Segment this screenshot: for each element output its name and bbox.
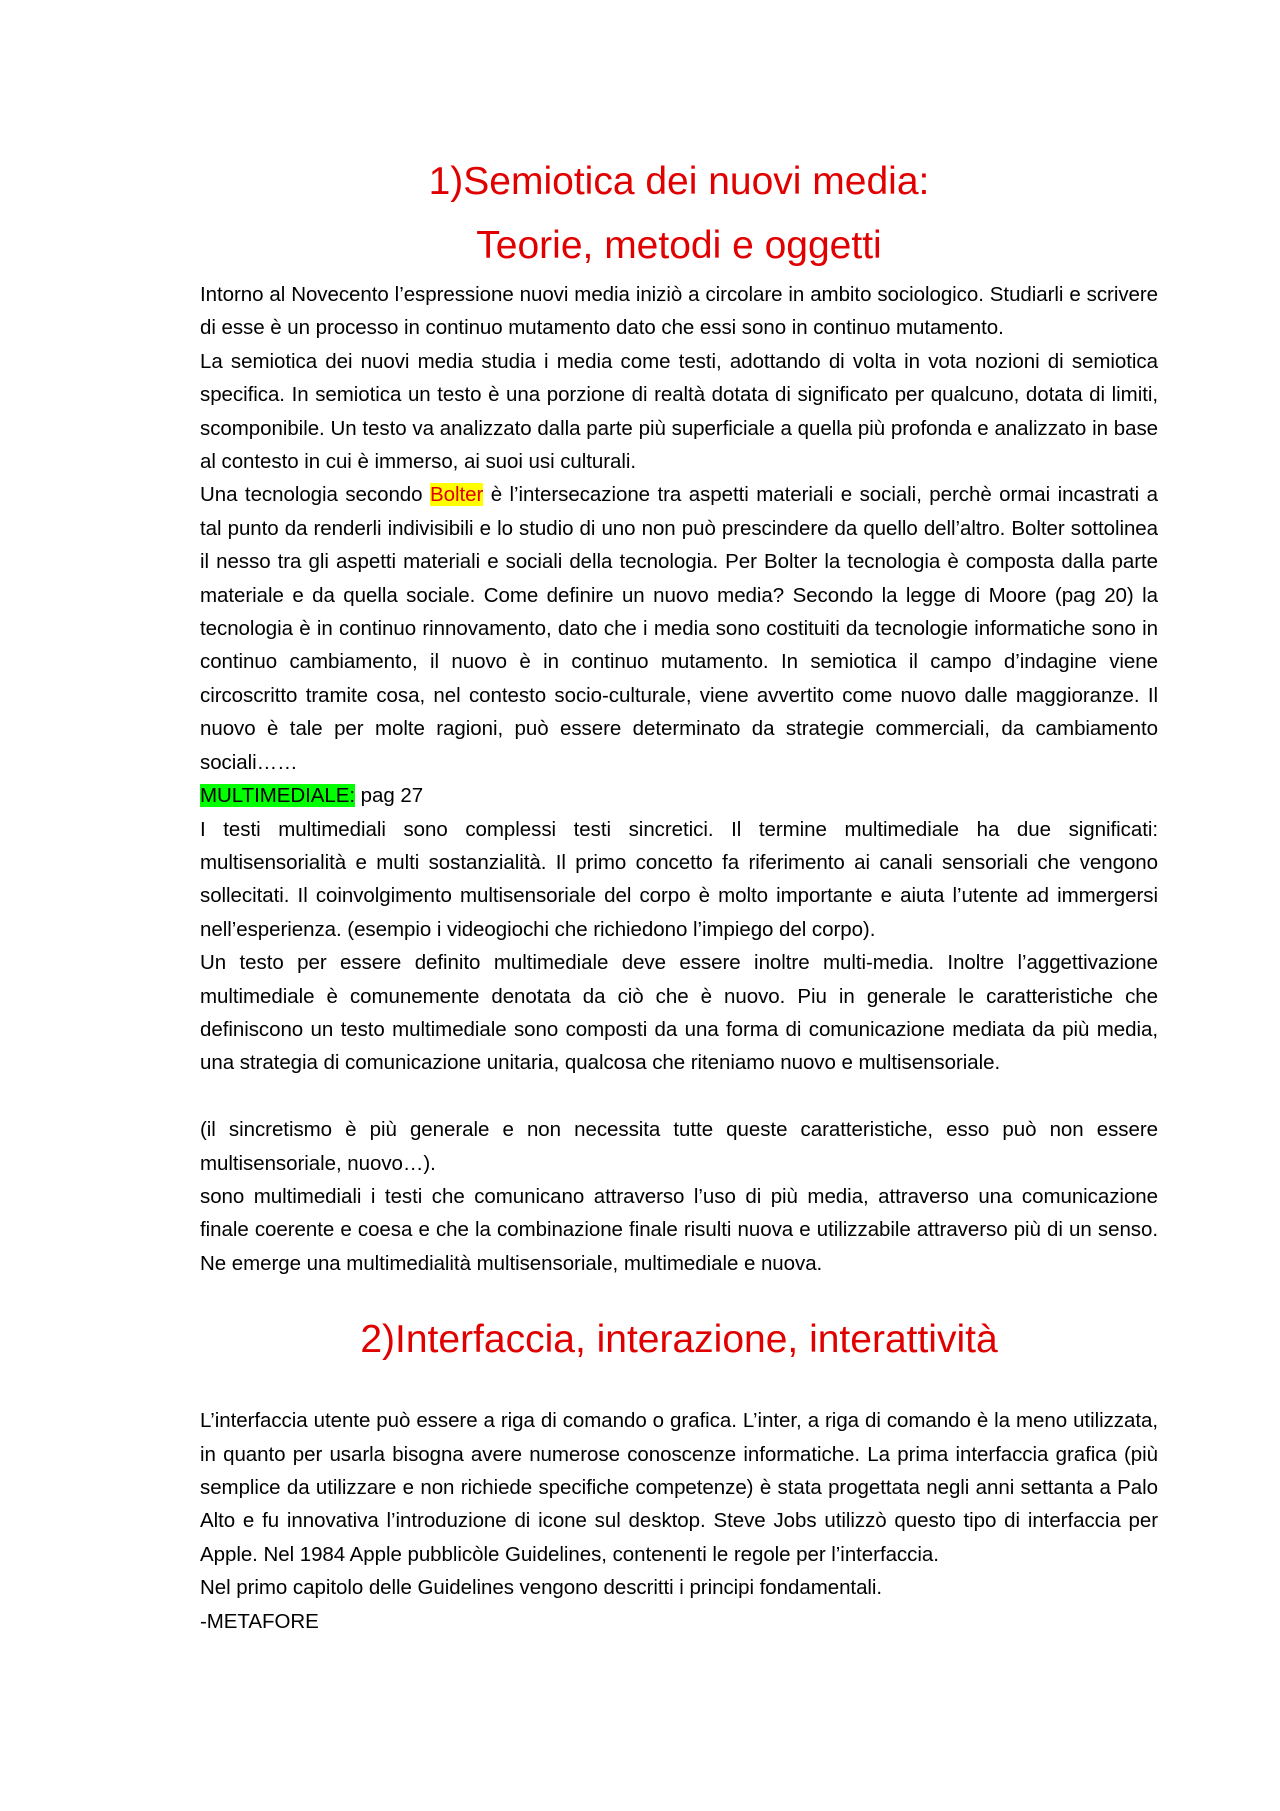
paragraph-bolter-tecnologia — [200, 478, 1158, 779]
blank-line — [200, 1080, 1158, 1113]
paragraph-nuovi-media-intro: Intorno al Novecento l’espressione nuovi media iniziò a circolare in ambito sociologico. Studiarli e scrivere di esse è un processo in continuo mutamento dato che essi sono in continuo mutamento. — [200, 283, 1158, 340]
paragraph-testi-multimediali: I testi multimediali sono complessi testi sincretici. Il termine multimediale ha due significati: multisensorialità e multi sostanzialità. Il primo concetto fa riferimento ai canali sensoriali che vengono sollecitati. Il coinvolgimento multisensoriale del corpo è molto importante e aiuta l’utente ad immergersi nell’esperienza. (esempio i videogiochi che richiedono l’impiego del corpo). — [200, 817, 1158, 941]
paragraph-interfaccia-utente: L’interfaccia utente può essere a riga di comando o grafica. L’inter, a riga di comando è la meno utilizzata, in quanto per usarla bisogna avere numerose conoscenze informatiche. La prima interfaccia grafica (più semplice da utilizzare e non richiede specifiche competenze) è stata progettata negli anni settanta a Palo Alto e fu innovativa l’introduzione di icone sul desktop. Steve Jobs utilizzò questo tipo di interfaccia per Apple. Nel 1984 Apple pubblicòle Guidelines, contenenti le regole per l’interfaccia. — [200, 1409, 1158, 1566]
highlight-bolter: Bolter — [429, 483, 484, 507]
highlight-multimediale: MULTIMEDIALE: — [200, 784, 356, 808]
paragraph-sono-multimediali: sono multimediali i testi che comunicano attraverso l’uso di più media, attraverso una comunicazione finale coerente e coesa e che la combinazione finale risulti nuova e utilizzabile attraverso più di un senso. Ne emerge una multimedialità multisensoriale, multimediale e nuova. — [200, 1184, 1158, 1275]
paragraph-guidelines: Nel primo capitolo delle Guidelines vengono descritti i principi fondamentali. — [200, 1576, 883, 1600]
paragraph-multi-media: Un testo per essere definito multimediale deve essere inoltre multi-media. Inoltre l’aggettivazione multimediale è comunemente denotata da ciò che è nuovo. Piu in generale le caratteristiche che definiscono un testo multimediale sono composti da una forma di comunicazione mediata da più media, una strategia di comunicazione unitaria, qualcosa che riteniamo nuovo e multisensoriale. — [200, 951, 1158, 1075]
paragraph-metafore: -METAFORE — [200, 1609, 319, 1633]
paragraph-bolter-text-before: Una tecnologia secondo — [200, 483, 430, 507]
multimediale-heading — [200, 779, 1158, 812]
document-body — [200, 150, 1158, 1638]
section-2-title: 2)Interfaccia, interazione, interattività — [360, 1318, 998, 1362]
section-1-title-line-2: Teorie, metodi e oggetti — [476, 224, 882, 267]
paragraph-bolter-text-after: è l’intersecazione tra aspetti materiali e sociali, perchè ormai incastrati a tal punto da renderli indivisibili e lo studio di uno non può prescindere da quello dell’altro. Bolter sottolinea il nesso tra gli aspetti materiali e sociali della tecnologia. Per Bolter la tecnologia è composta dalla parte materiale e da quella sociale. Come definire un nuovo media? Secondo la legge di Moore (pag 20) la tecnologia è in continuo rinnovamento, dato che i media sono costituiti da tecnologie informatiche sono in continuo cambiamento, il nuovo è in continuo mutamento. In semiotica il campo d’indagine viene circoscritto tramite cosa, nel contesto socio-culturale, viene avvertito come nuovo dalle maggioranze. Il nuovo è tale per molte ragioni, può essere determinato da strategie commerciali, da cambiamento sociali…… — [200, 483, 1158, 774]
section-1-title-line-1: 1)Semiotica dei nuovi media: — [428, 160, 930, 203]
section-1-title — [200, 150, 1158, 278]
paragraph-sincretismo: (il sincretismo è più generale e non necessita tutte queste caratteristiche, esso può non essere multisensoriale, nuovo…). — [200, 1118, 1158, 1175]
multimediale-page-ref: pag 27 — [355, 784, 424, 808]
paragraph-semiotica-testi: La semiotica dei nuovi media studia i media come testi, adottando di volta in vota nozioni di semiotica specifica. In semiotica un testo è una porzione di realtà dotata di significato per qualcuno, dotata di limiti, scomponibile. Un testo va analizzato dalla parte più superficiale a quella più profonda e analizzato in base al contesto in cui è immerso, ai suoi usi culturali. — [200, 349, 1158, 474]
